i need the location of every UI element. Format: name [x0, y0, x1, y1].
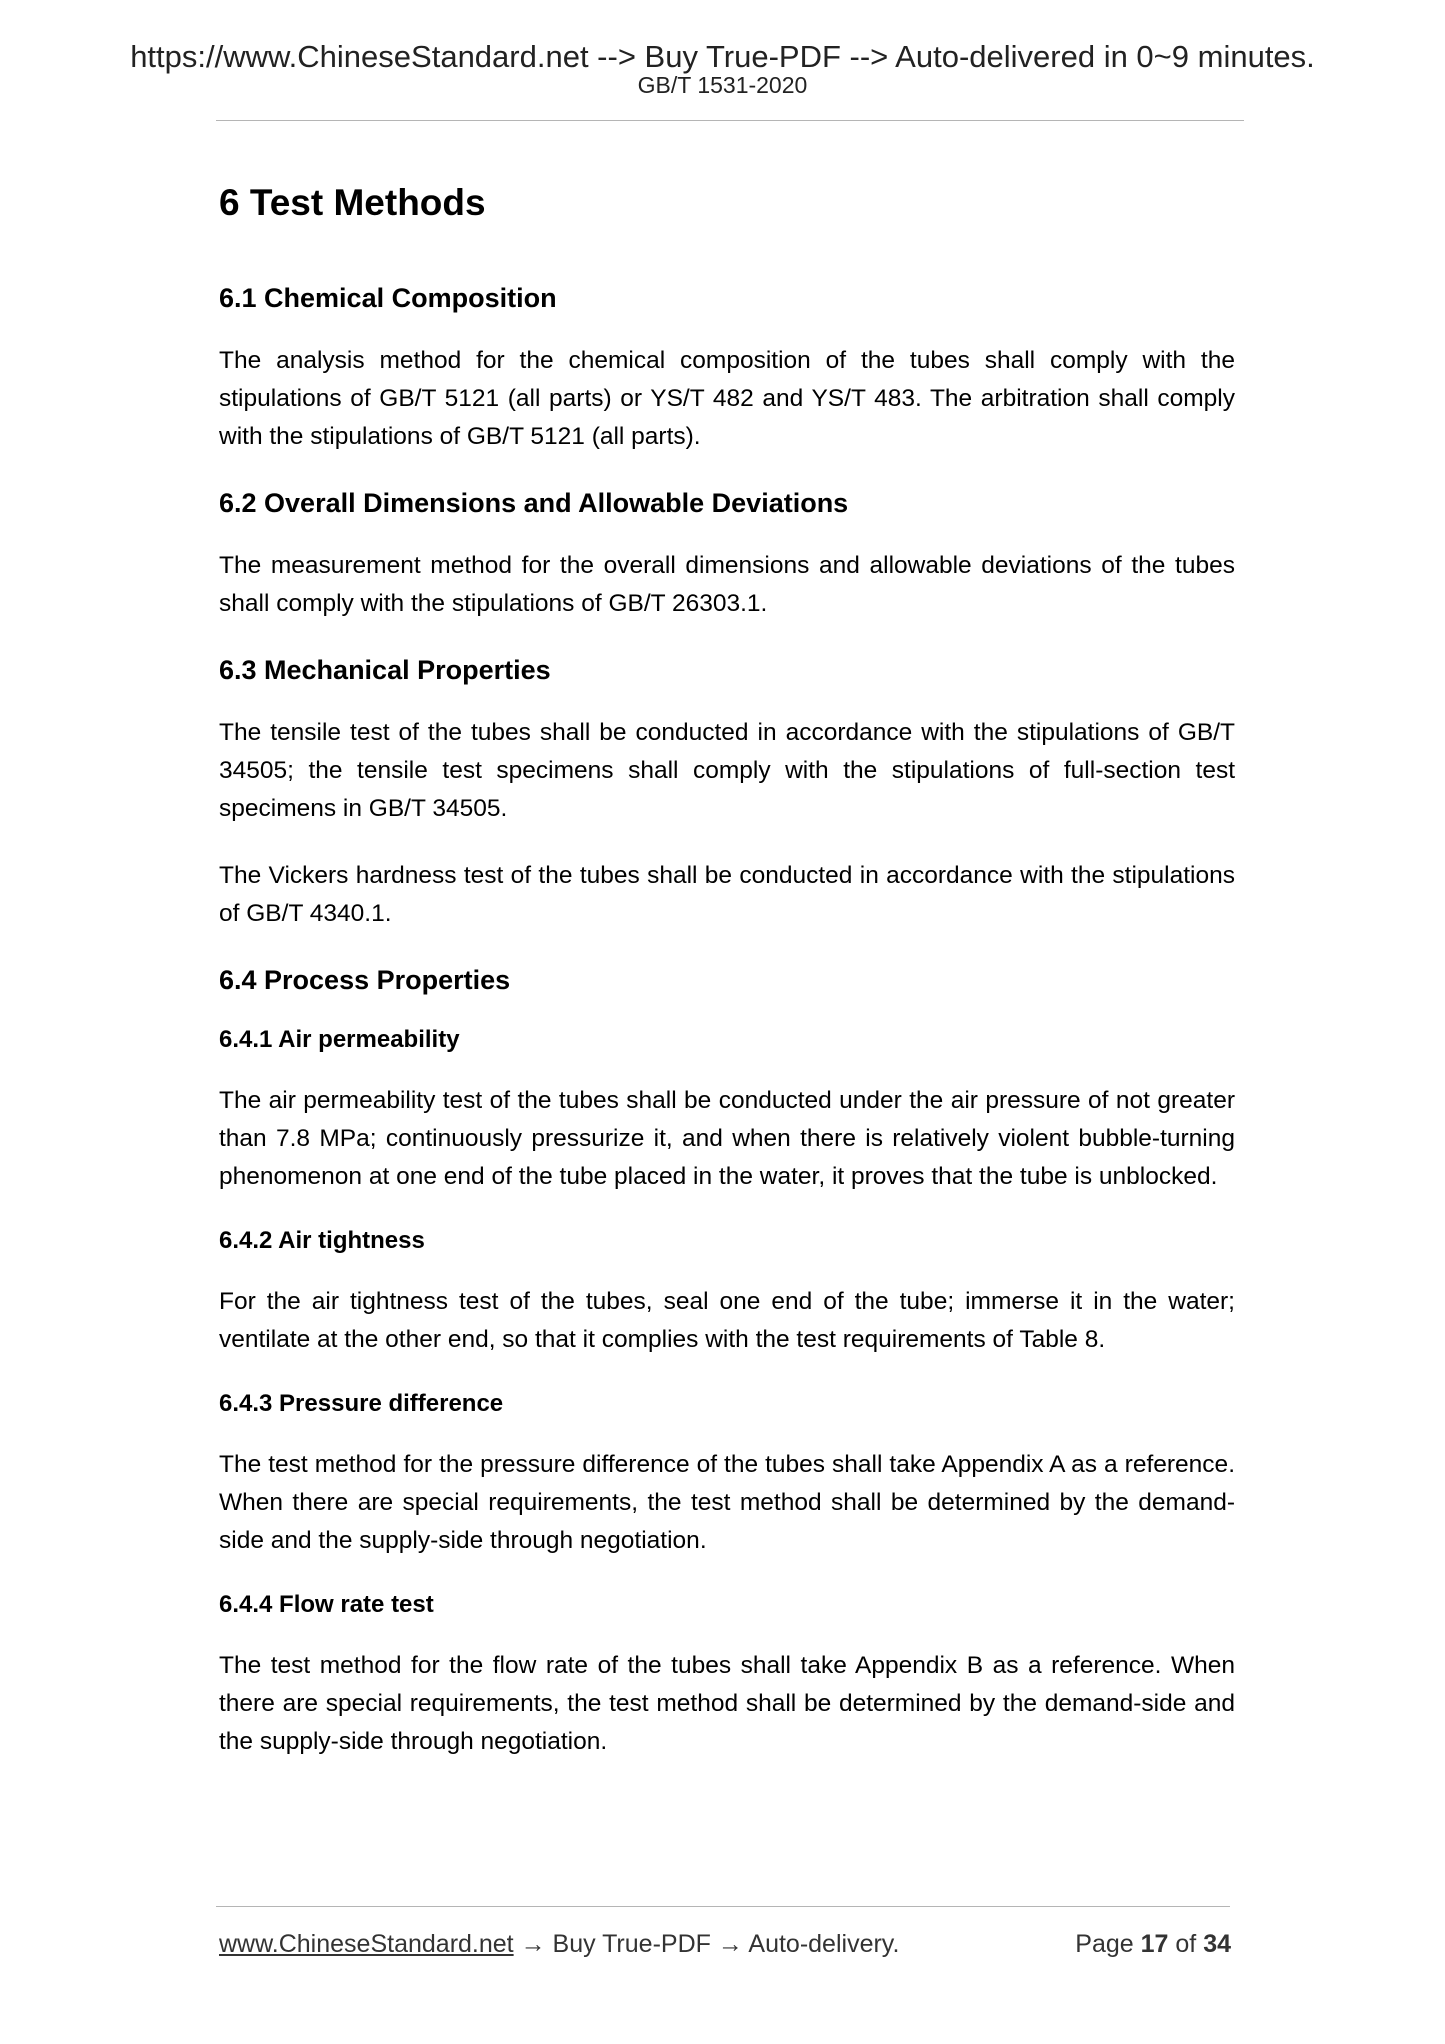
- section-title: 6 Test Methods: [219, 182, 486, 223]
- paragraph-6-2: The measurement method for the overall dimensions and allowable deviations of the tubes shall comply with the stipulations of GB/T 26303.1.: [219, 552, 1235, 617]
- total-pages: 34: [1203, 1930, 1231, 1958]
- document-body: [219, 178, 1235, 1790]
- of-label: of: [1175, 1930, 1197, 1958]
- footer-tagline: → Buy True-PDF → Auto-delivery.: [513, 1930, 900, 1958]
- paragraph-6-3-vickers: The Vickers hardness test of the tubes shall be conducted in accordance with the stipulations of GB/T 4340.1.: [219, 862, 1235, 927]
- paragraph-6-4-3: The test method for the pressure difference of the tubes shall take Appendix A as a reference. When there are special requirements, the test method shall be determined by the demand-side and the supply-side through negotiation.: [219, 1451, 1235, 1554]
- paragraph-6-1: The analysis method for the chemical composition of the tubes shall comply with the stipulations of GB/T 5121 (all parts) or YS/T 482 and YS/T 483. The arbitration shall comply with the stipulations of GB/T 5121 (all parts).: [219, 347, 1235, 450]
- heading-6-4: 6.4 Process Properties: [219, 965, 511, 995]
- standard-code: GB/T 1531-2020: [637, 72, 808, 98]
- site-link[interactable]: www.ChineseStandard.net: [219, 1930, 514, 1958]
- paragraph-6-4-1: The air permeability test of the tubes shall be conducted under the air pressure of not greater than 7.8 MPa; continuously pressurize it, and when there is relatively violent bubble-turning phenomenon at one end of the tube placed in the water, it proves that the tube is unblocked.: [219, 1087, 1235, 1190]
- heading-6-1: 6.1 Chemical Composition: [219, 283, 557, 313]
- paragraph-6-4-4: The test method for the flow rate of the tubes shall take Appendix B as a reference. When there are special requirements, the test method shall be determined by the demand-side and the supply-side through negotiation.: [219, 1652, 1235, 1755]
- footer-divider: [216, 1906, 1230, 1907]
- heading-6-4-1: 6.4.1 Air permeability: [219, 1026, 460, 1053]
- current-page: 17: [1140, 1930, 1169, 1958]
- heading-6-4-2: 6.4.2 Air tightness: [219, 1227, 425, 1254]
- page-label: Page: [1075, 1930, 1134, 1958]
- paragraph-6-3-tensile: The tensile test of the tubes shall be conducted in accordance with the stipulations of GB/T 34505; the tensile test specimens shall comply with the stipulations of full-section test specimens in GB/T 34505.: [219, 719, 1235, 822]
- page-number: [1075, 1928, 1231, 1960]
- top-banner-text: https://www.ChineseStandard.net --> Buy True-PDF --> Auto-delivered in 0~9 minutes.: [130, 39, 1315, 74]
- heading-6-4-4: 6.4.4 Flow rate test: [219, 1591, 434, 1618]
- heading-6-4-3: 6.4.3 Pressure difference: [219, 1390, 504, 1417]
- paragraph-6-4-2: For the air tightness test of the tubes, seal one end of the tube; immerse it in the water; ventilate at the other end, so that it complies with the test requirements of Table 8.: [219, 1288, 1235, 1353]
- header-divider: [216, 120, 1244, 121]
- heading-6-3: 6.3 Mechanical Properties: [219, 655, 551, 685]
- heading-6-2: 6.2 Overall Dimensions and Allowable Deviations: [219, 488, 849, 518]
- footer-promo: [219, 1928, 899, 1960]
